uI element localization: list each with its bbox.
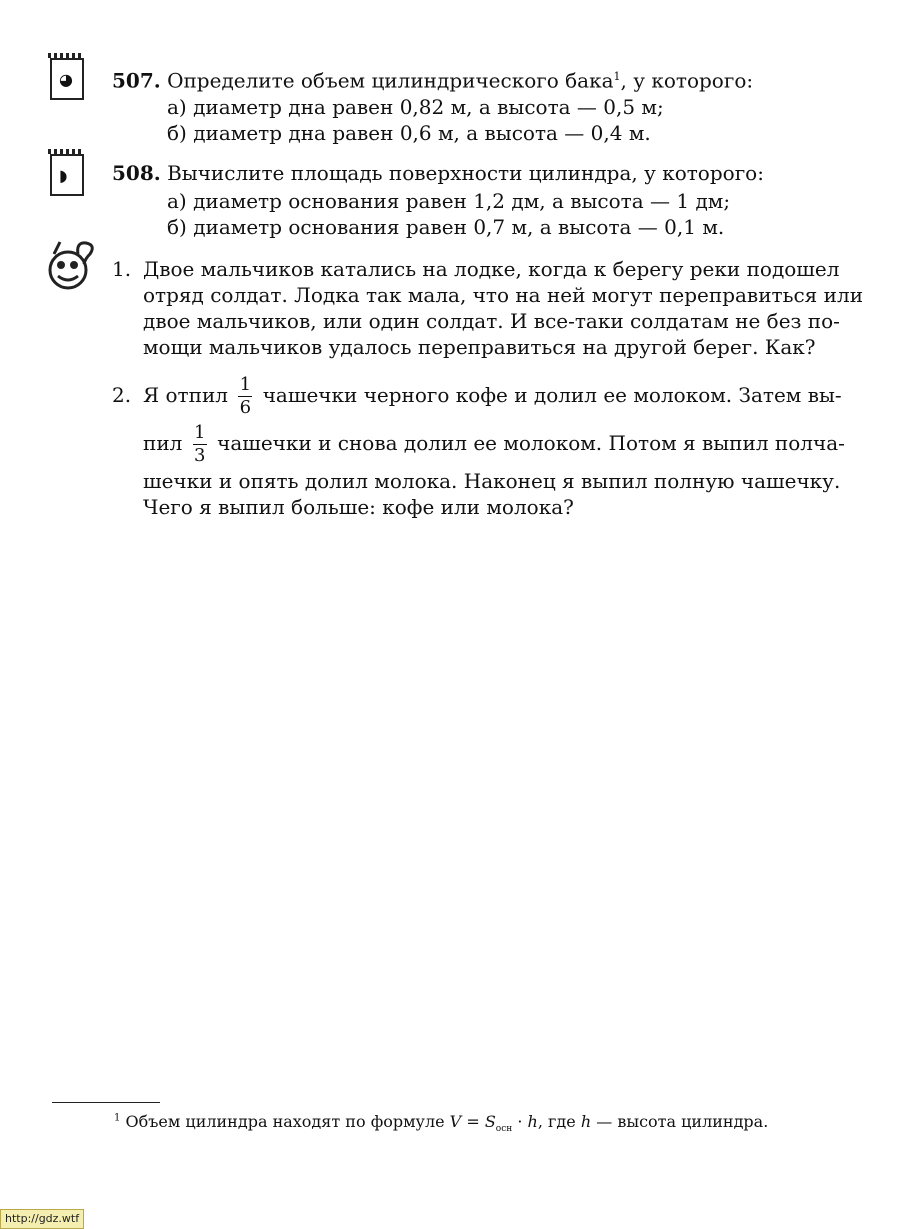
problem-508-a: а) диаметр основания равен 1,2 дм, а высота — 1 дм;	[167, 189, 731, 213]
puzzle-2-text: чашечки черного кофе и долил ее молоком. Затем вы-	[262, 383, 842, 407]
fraction-numerator: 1	[194, 422, 206, 443]
footnote	[114, 1112, 768, 1134]
puzzle-2-text: чашечки и снова долил ее молоком. Потом я выпил полча-	[217, 431, 845, 455]
puzzle-2-line-1	[143, 370, 842, 420]
notebook-icon	[50, 154, 84, 196]
notebook-glyph: ◗	[59, 166, 68, 185]
formula-s: S	[484, 1112, 496, 1131]
problem-508-title	[112, 160, 764, 186]
problem-507-a: а) диаметр дна равен 0,82 м, а высота — 0,5 м;	[167, 95, 664, 119]
footnote-text: — высота цилиндра.	[596, 1112, 769, 1131]
footnote-divider	[52, 1102, 160, 1103]
footnote-h: h	[580, 1112, 592, 1131]
puzzle-1-line: отряд солдат. Лодка так мала, что на ней могут переправиться или	[143, 283, 864, 307]
formula-subscript: осн	[495, 1124, 513, 1135]
problem-508-b: б) диаметр основания равен 0,7 м, а высота — 0,1 м.	[167, 215, 725, 239]
problem-507-text-end: , у которого:	[620, 68, 754, 93]
watermark-link[interactable]: http://gdz.wtf	[0, 1209, 84, 1229]
problem-508-number: 508.	[112, 161, 161, 185]
problem-507-text: Определите объем цилиндрического бака	[167, 68, 614, 93]
fraction-one-sixth	[238, 375, 252, 418]
smiley-question-icon	[44, 240, 100, 296]
puzzle-2-line-4: Чего я выпил больше: кофе или молока?	[143, 495, 574, 519]
footnote-reference: 1	[613, 70, 621, 83]
puzzle-2-text: пил	[143, 431, 183, 455]
puzzle-1-line: мощи мальчиков удалось переправиться на другой берег. Как?	[143, 335, 816, 359]
puzzle-2-number: 2.	[112, 383, 132, 407]
puzzle-2-line-3: шечки и опять долил молока. Наконец я выпил полную чашечку.	[143, 469, 841, 493]
fraction-denominator: 6	[239, 397, 252, 418]
puzzle-1-number: 1.	[112, 257, 132, 281]
footnote-text: Объем цилиндра находят по формуле	[125, 1112, 445, 1131]
formula-dot: ·	[517, 1112, 523, 1131]
puzzle-2-text: Я отпил	[143, 383, 228, 407]
fraction-numerator: 1	[239, 374, 252, 395]
problem-507-number: 507.	[112, 68, 161, 93]
formula-h: h	[527, 1112, 538, 1131]
puzzle-1-line: Двое мальчиков катались на лодке, когда к берегу реки подошел	[143, 257, 840, 281]
notebook-glyph: ◕	[59, 70, 73, 89]
formula-eq: =	[466, 1112, 480, 1131]
notebook-icon	[50, 58, 84, 100]
puzzle-1-line: двое мальчиков, или один солдат. И все-таки солдатам не без по-	[143, 309, 840, 333]
fraction-one-third	[193, 423, 207, 466]
problem-507-b: б) диаметр дна равен 0,6 м, а высота — 0,4 м.	[167, 121, 651, 145]
footnote-mark: 1	[114, 1112, 121, 1124]
problem-508-text: Вычислите площадь поверхности цилиндра, у которого:	[167, 161, 764, 185]
problem-507-title	[112, 64, 753, 94]
footnote-text: , где	[537, 1112, 576, 1131]
puzzle-2-line-2	[143, 418, 845, 468]
fraction-denominator: 3	[194, 445, 206, 466]
formula-v: V	[449, 1112, 462, 1131]
